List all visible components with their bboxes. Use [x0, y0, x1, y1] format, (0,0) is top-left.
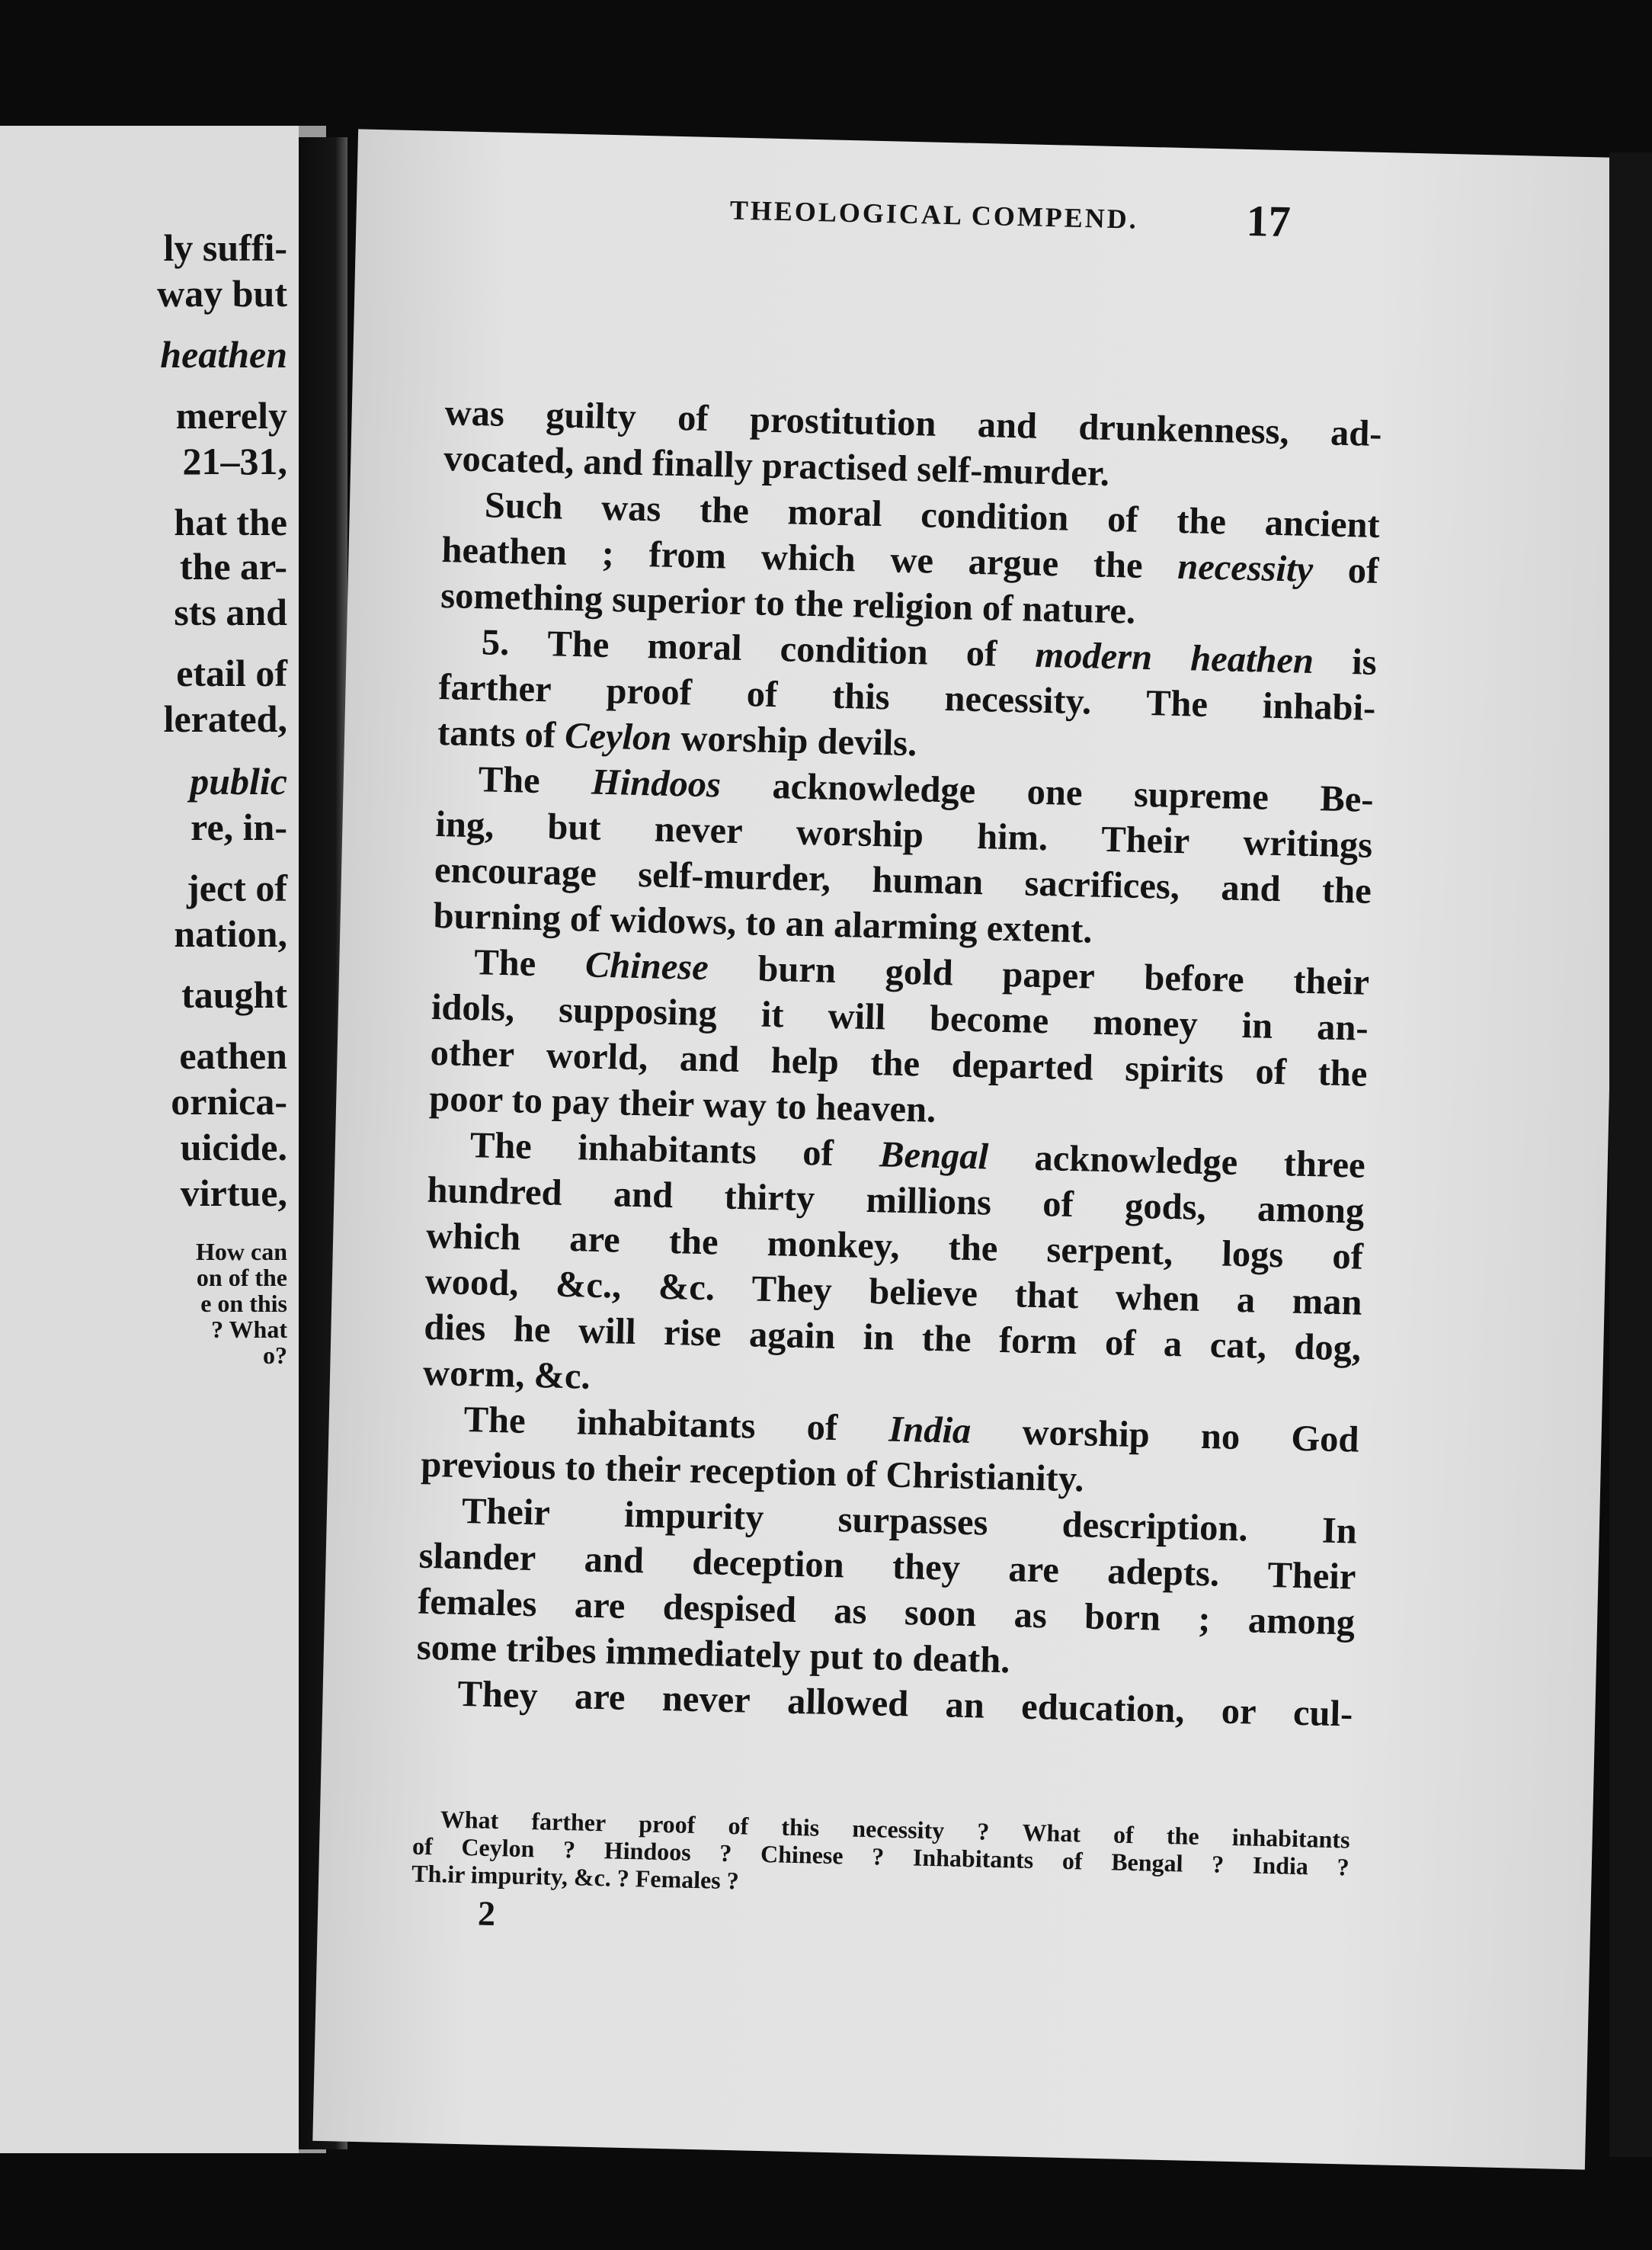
- word: despised: [662, 1586, 797, 1630]
- word: when: [1115, 1277, 1200, 1319]
- footnote-line: Th.ir impurity, &c. ? Females ?: [411, 1859, 740, 1895]
- text-run: tants of: [437, 712, 565, 756]
- word: was: [600, 487, 661, 530]
- word: of: [677, 398, 709, 439]
- text-run: previous to their reception of Christianity.: [420, 1444, 1085, 1500]
- facing-page-text-fragment: heathen: [160, 333, 287, 376]
- signature-mark: 2: [477, 1893, 496, 1934]
- word: their: [1292, 960, 1370, 1003]
- word: &c.: [658, 1266, 716, 1309]
- word: gods,: [1124, 1185, 1207, 1228]
- word: born: [1084, 1596, 1161, 1639]
- word: The: [473, 942, 536, 984]
- word: ?: [719, 1838, 732, 1867]
- word: this: [831, 675, 891, 718]
- word: deception: [691, 1541, 845, 1586]
- word: guilty: [545, 395, 637, 438]
- word: an: [945, 1684, 985, 1726]
- running-head: THEOLOGICAL COMPEND.: [729, 194, 1139, 235]
- word: they: [892, 1546, 961, 1588]
- word: paper: [1001, 954, 1096, 997]
- word: ?: [1211, 1850, 1225, 1878]
- word: cat,: [1209, 1325, 1267, 1367]
- word: worship: [1021, 1412, 1151, 1456]
- word: impurity: [623, 1494, 765, 1538]
- word: The: [1145, 683, 1209, 725]
- word: the: [699, 489, 750, 532]
- facing-page-text-fragment: hat the: [174, 501, 287, 543]
- word: ;: [1197, 1598, 1212, 1640]
- word: man: [1292, 1280, 1363, 1323]
- facing-page-text-fragment: uicide.: [180, 1126, 287, 1168]
- word: The: [546, 623, 610, 666]
- word: &c.,: [555, 1264, 622, 1306]
- word: which: [760, 537, 856, 580]
- word: proof: [606, 670, 693, 713]
- word: heathen: [441, 530, 568, 573]
- word: from: [648, 534, 727, 577]
- word: but: [546, 806, 602, 848]
- word: are: [574, 1585, 626, 1627]
- word: as: [1013, 1595, 1048, 1636]
- text-run: something superior to the religion of nature.: [440, 575, 1136, 632]
- word: prostitution: [749, 399, 936, 444]
- page-number: 17: [1246, 195, 1292, 247]
- word: it: [760, 994, 785, 1036]
- word: the: [668, 1221, 719, 1263]
- word: human: [872, 859, 984, 903]
- word: the: [869, 1042, 920, 1085]
- emphasized-word: Chinese: [584, 944, 709, 989]
- word: are: [1007, 1549, 1060, 1591]
- emphasized-word: Bengal: [879, 1134, 989, 1178]
- emphasized-word: India: [888, 1409, 972, 1452]
- word: females: [417, 1581, 538, 1625]
- facing-page-text-fragment: virtue,: [180, 1171, 287, 1214]
- text-run: burning of widows, to an alarming extent.: [433, 895, 1093, 951]
- word: sacrifices,: [1024, 863, 1180, 908]
- word: one: [1026, 771, 1084, 814]
- word: of: [1113, 1820, 1135, 1849]
- word: dog,: [1293, 1326, 1362, 1369]
- word: departed: [951, 1044, 1094, 1088]
- text-run: worship devils.: [671, 717, 917, 764]
- word: necessity.: [944, 678, 1092, 723]
- emphasized-word: heathen: [1189, 638, 1314, 682]
- word: Their: [461, 1490, 551, 1534]
- word: of: [1106, 498, 1139, 540]
- word: among: [1247, 1600, 1356, 1643]
- word: education,: [1020, 1686, 1186, 1731]
- word: burn: [757, 948, 837, 991]
- word: What: [440, 1805, 499, 1835]
- word: Chinese: [760, 1839, 844, 1870]
- word: never: [661, 1678, 751, 1721]
- word: In: [1321, 1510, 1358, 1552]
- word: and: [1220, 867, 1282, 910]
- facing-page-text-fragment: the ar-: [179, 545, 287, 588]
- word: him.: [976, 816, 1049, 859]
- word: millions: [865, 1179, 992, 1223]
- facing-page-text-fragment: taught: [181, 973, 287, 1016]
- word: dies: [423, 1306, 486, 1349]
- facing-page-text-fragment: ? What: [211, 1316, 287, 1343]
- emphasized-term: Ceylon: [564, 715, 672, 758]
- word: necessity: [851, 1814, 945, 1845]
- word: acknowledge: [1033, 1137, 1238, 1183]
- word: and: [977, 404, 1038, 447]
- word: farther: [531, 1807, 607, 1837]
- word: that: [1014, 1274, 1079, 1317]
- word: he: [513, 1309, 552, 1351]
- word: monkey,: [767, 1223, 901, 1267]
- facing-page-text-fragment: on of the: [196, 1264, 287, 1291]
- word: ?: [1337, 1853, 1350, 1881]
- word: argue: [968, 541, 1059, 585]
- word: the: [1176, 500, 1227, 543]
- word: condition: [780, 629, 929, 673]
- word: of: [965, 633, 997, 675]
- word: farther: [437, 666, 552, 710]
- word: slander: [418, 1535, 536, 1579]
- text-run: vocated, and finally practised self-murder.: [443, 438, 1110, 494]
- word: supposing: [558, 989, 718, 1034]
- word: other: [430, 1032, 515, 1075]
- word: or: [1221, 1691, 1257, 1732]
- word: of: [411, 1832, 434, 1861]
- word: the: [948, 1227, 999, 1269]
- footnote-questions: [411, 1805, 1350, 1909]
- book-page: [312, 129, 1630, 2169]
- word: the: [1321, 870, 1372, 912]
- word: and: [679, 1038, 740, 1081]
- word: adepts.: [1106, 1551, 1220, 1595]
- facing-page-text-fragment: ornica-: [171, 1080, 287, 1123]
- word: of: [802, 1132, 834, 1174]
- word: is: [1351, 642, 1378, 683]
- word: surpasses: [837, 1499, 989, 1543]
- word: acknowledge: [771, 765, 976, 811]
- word: money: [1092, 1002, 1199, 1045]
- word: we: [889, 540, 934, 582]
- word: the: [921, 1318, 972, 1361]
- word: self-murder,: [637, 854, 831, 899]
- word: logs: [1221, 1233, 1284, 1276]
- facing-page-text-fragment: public: [190, 760, 287, 803]
- word: drunkenness,: [1077, 406, 1290, 453]
- word: inhabitants: [577, 1127, 757, 1172]
- word: of: [746, 674, 778, 716]
- word: soon: [904, 1592, 977, 1635]
- emphasized-word: necessity: [1177, 546, 1314, 590]
- word: Their: [1100, 819, 1190, 862]
- facing-page-text-fragment: etail of: [176, 652, 287, 694]
- word: thirty: [724, 1176, 815, 1220]
- word: among: [1257, 1188, 1365, 1232]
- word: They: [751, 1268, 833, 1311]
- word: which: [425, 1215, 521, 1258]
- word: form: [998, 1319, 1078, 1363]
- word: inhabitants: [576, 1402, 757, 1447]
- word: Ceylon: [461, 1833, 535, 1863]
- word: 5.: [481, 622, 510, 664]
- word: no: [1200, 1415, 1241, 1458]
- word: are: [574, 1676, 626, 1718]
- word: of: [1042, 1184, 1074, 1226]
- word: before: [1143, 957, 1245, 1001]
- facing-page-text-fragment: e on this: [200, 1290, 287, 1317]
- facing-page-text-fragment: eathen: [179, 1034, 287, 1077]
- emphasized-word: Hindoos: [591, 761, 722, 806]
- word: the: [1166, 1822, 1200, 1851]
- word: of: [1061, 1846, 1084, 1875]
- text-run: worm, &c.: [422, 1352, 591, 1397]
- word: world,: [546, 1035, 648, 1079]
- word: What: [1022, 1818, 1081, 1848]
- word: will: [578, 1310, 637, 1353]
- word: believe: [868, 1271, 978, 1315]
- word: and: [584, 1539, 645, 1582]
- word: an-: [1316, 1007, 1369, 1049]
- text-run: some tribes immediately put to death.: [416, 1627, 1011, 1681]
- word: of: [1104, 1322, 1137, 1364]
- word: ?: [976, 1817, 990, 1845]
- facing-page-text-fragment: sts and: [174, 591, 287, 633]
- word: again: [748, 1314, 836, 1357]
- word: this: [781, 1812, 820, 1841]
- word: become: [929, 998, 1049, 1042]
- word: allowed: [786, 1681, 909, 1725]
- word: of: [1254, 1051, 1287, 1093]
- word: Inhabitants: [912, 1843, 1034, 1874]
- body-text: [415, 390, 1382, 1737]
- word: three: [1283, 1143, 1366, 1186]
- word: ing,: [434, 803, 495, 846]
- word: of: [1347, 550, 1379, 591]
- word: serpent,: [1046, 1229, 1173, 1274]
- facing-page-fragment: [0, 126, 301, 2153]
- word: was: [444, 393, 505, 434]
- word: moral: [646, 626, 743, 668]
- word: Bengal: [1110, 1848, 1183, 1877]
- word: a: [1163, 1323, 1183, 1365]
- word: encourage: [434, 849, 597, 894]
- word: Hindoos: [603, 1836, 692, 1866]
- word: The: [478, 759, 541, 802]
- word: spirits: [1124, 1048, 1225, 1091]
- facing-page-text-fragment: re, in-: [190, 806, 287, 848]
- word: They: [457, 1673, 539, 1716]
- word: the: [1093, 544, 1144, 586]
- word: are: [568, 1219, 621, 1261]
- word: ad-: [1330, 412, 1383, 454]
- word: ?: [562, 1835, 576, 1864]
- word: writings: [1242, 822, 1373, 866]
- word: inhabitants: [1231, 1822, 1350, 1854]
- word: wood,: [424, 1261, 520, 1304]
- word: moral: [787, 492, 883, 535]
- facing-page-text-fragment: nation,: [174, 912, 287, 955]
- word: and: [613, 1174, 674, 1216]
- word: proof: [638, 1809, 696, 1838]
- page-edge-shadow: [1609, 152, 1652, 2157]
- word: rise: [663, 1312, 722, 1354]
- word: Such: [484, 485, 564, 527]
- word: description.: [1061, 1504, 1249, 1550]
- word: The: [469, 1125, 533, 1167]
- word: Their: [1266, 1554, 1357, 1598]
- word: ?: [871, 1842, 885, 1870]
- facing-page-text-fragment: way but: [157, 272, 287, 315]
- facing-page-text-fragment: ly suffi-: [163, 226, 287, 269]
- word: the: [1317, 1053, 1368, 1095]
- word: gold: [885, 951, 954, 994]
- word: cul-: [1292, 1692, 1353, 1735]
- word: of: [1331, 1236, 1364, 1277]
- word: never: [654, 809, 744, 852]
- word: a: [1236, 1279, 1256, 1321]
- facing-page-text-fragment: ject of: [187, 867, 287, 909]
- word: help: [770, 1040, 840, 1083]
- page-header: [394, 176, 1317, 250]
- word: in: [863, 1316, 895, 1358]
- facing-page-text-fragment: lerated,: [163, 697, 287, 740]
- word: God: [1290, 1418, 1360, 1460]
- word: as: [833, 1591, 868, 1633]
- word: worship: [796, 812, 924, 856]
- word: Be-: [1319, 778, 1375, 820]
- word: inhabi-: [1262, 685, 1376, 729]
- word: of: [806, 1407, 838, 1449]
- word: The: [463, 1399, 527, 1441]
- word: idols,: [431, 986, 515, 1030]
- word: condition: [920, 495, 1069, 539]
- word: ancient: [1264, 502, 1381, 546]
- word: ;: [601, 533, 615, 575]
- word: will: [828, 995, 886, 1038]
- word: of: [728, 1811, 749, 1840]
- facing-page-text-fragment: merely: [175, 394, 287, 437]
- word: in: [1241, 1005, 1273, 1046]
- word: India: [1252, 1851, 1309, 1880]
- facing-page-text-fragment: How can: [196, 1238, 287, 1265]
- word: supreme: [1133, 774, 1269, 818]
- text-run: poor to pay their way to heaven.: [428, 1078, 936, 1130]
- word: hundred: [427, 1169, 563, 1213]
- emphasized-word: modern: [1034, 634, 1153, 678]
- facing-page-text-fragment: o?: [263, 1341, 287, 1369]
- facing-page-text-fragment: 21–31,: [182, 440, 287, 482]
